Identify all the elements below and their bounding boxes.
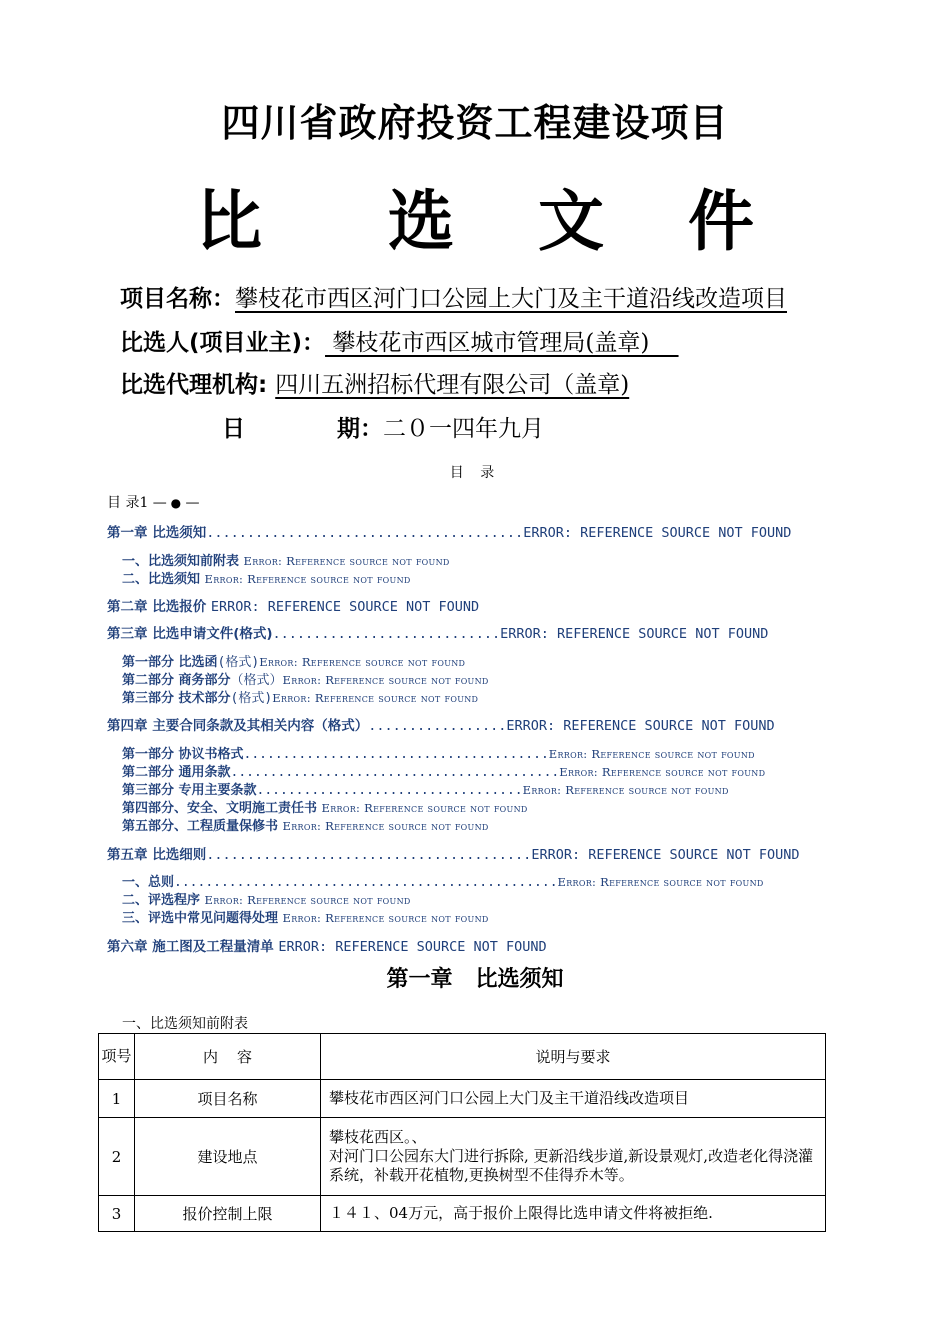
anchor-icon: ● <box>166 496 182 510</box>
toc-entry[interactable] <box>122 568 411 587</box>
toc-error: ERROR: REFERENCE SOURCE NOT FOUND <box>506 718 775 734</box>
cell-desc-line: 攀枝花西区。、 <box>329 1128 427 1147</box>
toc-entry-label: 三、评选中常见问题得处理 <box>122 911 283 926</box>
owner-label: 比选人(项目业主)： <box>120 330 326 356</box>
toc-entry-label: 第一部分 比选函 <box>122 655 218 670</box>
toc-entry-extra: (格式) <box>217 655 260 670</box>
cell-item: 项目名称 <box>135 1080 321 1118</box>
toc-dots: ........................................ <box>206 847 532 863</box>
project-name-label: 项目名称： <box>120 286 235 312</box>
date-label-1: 日 <box>222 416 245 442</box>
toc-entry[interactable] <box>122 651 465 670</box>
toc-dots: ................. <box>368 718 507 734</box>
toc-dots: ............................ <box>272 626 501 642</box>
cell-desc: １４１、04万元，高于报价上限得比选申请文件将被拒绝. <box>321 1196 826 1232</box>
toc-dots: ................................................. <box>174 875 558 890</box>
subtitle-char: 文 <box>537 183 604 260</box>
toc-error: Error: Reference source not found <box>204 572 411 586</box>
toc-entry-label: 第一章 比选须知 <box>107 525 207 541</box>
toc-entry-label: 一、总则 <box>122 875 175 890</box>
toc-entry-extra: (格式) <box>230 691 273 706</box>
agent-label: 比选代理机构: <box>120 372 276 398</box>
toc-error: Error: Reference source not found <box>557 875 764 889</box>
cell-no: 2 <box>99 1118 135 1196</box>
cell-item: 建设地点 <box>135 1118 321 1196</box>
toc-entry-label: 第四部分、安全、文明施工责任书 <box>122 801 322 816</box>
toc-dots: ....................................... <box>243 747 549 762</box>
header-cell-content: 内 容 <box>135 1034 321 1080</box>
toc-error: ERROR: REFERENCE SOURCE NOT FOUND <box>210 599 480 615</box>
project-name-row <box>120 280 787 313</box>
subtitle-char: 件 <box>687 183 754 260</box>
toc-dots: .......................................... <box>230 765 560 780</box>
toc-entry[interactable] <box>107 595 479 615</box>
table-row <box>99 1080 826 1118</box>
toc-entry[interactable] <box>122 743 755 762</box>
toc-entry[interactable] <box>122 761 765 780</box>
toc-entry-label: 第三部分 技术部分 <box>122 691 231 706</box>
cell-item: 报价控制上限 <box>135 1196 321 1232</box>
cell-desc <box>321 1118 826 1196</box>
toc-error: Error: Reference source not found <box>204 893 411 907</box>
toc-title: 目 录 <box>449 465 501 481</box>
header-cell-desc: 说明与要求 <box>321 1034 826 1080</box>
toc-entry-label: 第五章 比选细则 <box>107 847 207 863</box>
toc-entry-label: 第二部分 商务部分 <box>122 673 231 688</box>
table-header-row <box>99 1034 826 1080</box>
cell-no: 1 <box>99 1080 135 1118</box>
toc-entry-label: 第五部分、工程质量保修书 <box>122 819 283 834</box>
toc-error: Error: Reference source not found <box>259 655 466 669</box>
section-label: 一、比选须知前附表 <box>122 1016 248 1032</box>
date-label-2: 期： <box>337 416 383 442</box>
toc-entry[interactable] <box>107 935 547 955</box>
toc-error: Error: Reference source not found <box>243 554 450 568</box>
toc-head-tail: — <box>181 495 200 511</box>
toc-error: ERROR: REFERENCE SOURCE NOT FOUND <box>278 939 547 955</box>
cell-desc-line: 对河门口公园东大门进行拆除, 更新沿线步道,新设景观灯,改造老化得浇灌系统，补载开花植物,更换树型不佳得乔木等。 <box>329 1147 814 1184</box>
toc-entry-label: 二、评选程序 <box>122 893 205 908</box>
toc-error: Error: Reference source not found <box>272 691 479 705</box>
toc-entry-label: 第二部分 通用条款 <box>122 765 231 780</box>
toc-error: Error: Reference source not found <box>282 819 489 833</box>
cell-no: 3 <box>99 1196 135 1232</box>
date-row <box>222 410 544 443</box>
toc-entry[interactable] <box>122 550 450 569</box>
agent-row <box>120 366 629 399</box>
toc-error: Error: Reference source not found <box>559 765 766 779</box>
cell-desc: 攀枝花市西区河门口公园上大门及主干道沿线改造项目 <box>321 1080 826 1118</box>
toc-entry[interactable] <box>107 843 800 863</box>
table-row <box>99 1118 826 1196</box>
toc-entry[interactable] <box>122 871 764 890</box>
toc-error: Error: Reference source not found <box>522 783 729 797</box>
toc-entry[interactable] <box>122 669 489 688</box>
document-subtitle <box>0 168 950 263</box>
toc-head-text: 目 录1 — <box>107 495 167 511</box>
toc-dots: ....................................... <box>206 525 524 541</box>
toc-entry-extra: （格式） <box>230 673 283 688</box>
toc-entry-label: 二、比选须知 <box>122 572 205 587</box>
owner-row <box>120 324 679 357</box>
toc-error: ERROR: REFERENCE SOURCE NOT FOUND <box>523 525 792 541</box>
header-cell-no: 项号 <box>99 1034 135 1080</box>
toc-entry-label: 第四章 主要合同条款及其相关内容（格式） <box>107 718 369 734</box>
toc-entry-label: 第三章 比选申请文件(格式) <box>107 626 273 642</box>
toc-entry[interactable] <box>122 815 489 834</box>
toc-entry[interactable] <box>107 622 768 642</box>
toc-entry-label: 第三部分 专用主要条款 <box>122 783 257 798</box>
toc-entry[interactable] <box>122 779 729 798</box>
subtitle-char: 比 <box>196 183 263 260</box>
toc-entry[interactable] <box>107 521 791 541</box>
toc-entry-label: 第二章 比选报价 <box>107 599 211 615</box>
toc-entry-label: 第六章 施工图及工程量清单 <box>107 939 279 955</box>
front-table <box>98 1033 826 1232</box>
toc-entry-label: 第一部分 协议书格式 <box>122 747 244 762</box>
owner-value: 攀枝花市西区城市管理局(盖章) <box>325 330 679 356</box>
toc-entry-label: 一、比选须知前附表 <box>122 554 244 569</box>
table-row <box>99 1196 826 1232</box>
toc-error: Error: Reference source not found <box>282 911 489 925</box>
toc-error: Error: Reference source not found <box>282 673 489 687</box>
project-name-value: 攀枝花市西区河门口公园上大门及主干道沿线改造项目 <box>235 286 787 312</box>
toc-error: ERROR: REFERENCE SOURCE NOT FOUND <box>500 626 769 642</box>
toc-entry[interactable] <box>122 797 528 816</box>
toc-entry[interactable] <box>107 714 775 734</box>
agent-value: 四川五洲招标代理有限公司（盖章) <box>275 372 630 398</box>
toc-dots: .................................. <box>256 783 523 798</box>
document-title: 四川省政府投资工程建设项目 <box>221 101 729 145</box>
toc-error: Error: Reference source not found <box>548 747 755 761</box>
toc-entry[interactable] <box>122 687 478 706</box>
subtitle-char: 选 <box>388 183 455 260</box>
toc-entry[interactable] <box>122 907 489 926</box>
chapter-title: 第一章 比选须知 <box>386 967 564 992</box>
toc-error: ERROR: REFERENCE SOURCE NOT FOUND <box>531 847 800 863</box>
toc-error: Error: Reference source not found <box>321 801 528 815</box>
toc-entry[interactable] <box>122 889 411 908</box>
date-value: 二０一四年九月 <box>383 416 544 442</box>
toc-head <box>107 492 200 512</box>
